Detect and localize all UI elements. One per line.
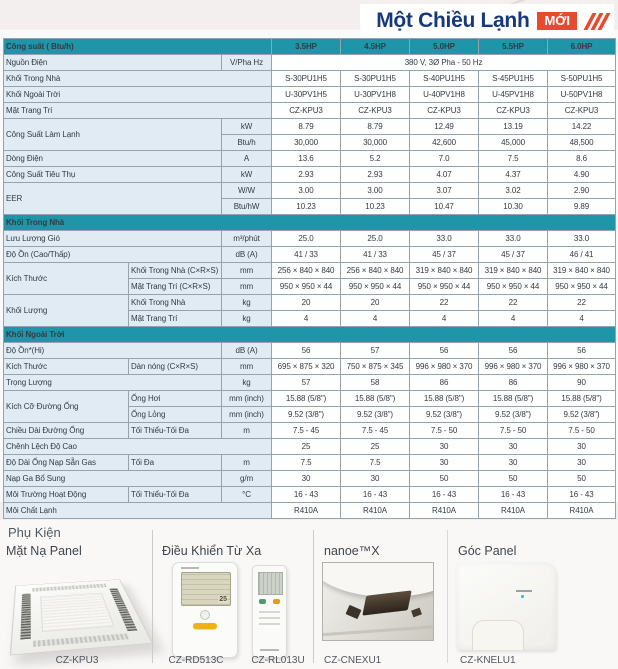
spec-value-cell: 50: [548, 471, 616, 487]
spec-row: [4, 503, 616, 519]
spec-value-cell: 12.49: [410, 119, 479, 135]
spec-row: [4, 263, 616, 279]
spec-value-cell: 950 × 950 × 44: [410, 279, 479, 295]
spec-sub-cell: Ống Hơi: [129, 391, 222, 407]
spec-label-cell: Môi Chất Lạnh: [4, 503, 272, 519]
spec-value-cell: 9.52 (3/8"): [410, 407, 479, 423]
spec-value-cell: CZ-KPU3: [410, 103, 479, 119]
spec-label-cell: Nguồn Điện: [4, 55, 222, 71]
section-bar: Khối Ngoài Trời: [4, 327, 616, 343]
spec-value-cell: 2.93: [272, 167, 341, 183]
spec-value-cell: 30: [548, 439, 616, 455]
spec-label-cell: Độ Ồn*(Hi): [4, 343, 222, 359]
spec-unit-cell: m: [222, 423, 272, 439]
spec-sub-cell: Khối Trong Nhà: [129, 295, 222, 311]
remote-lcd: [258, 572, 283, 595]
spec-value-cell: 10.30: [479, 199, 548, 215]
spec-value-cell: 256 × 840 × 840: [341, 263, 410, 279]
spec-value-cell: 4: [548, 311, 616, 327]
spec-value-cell: 319 × 840 × 840: [548, 263, 616, 279]
spec-row: [4, 295, 616, 311]
spec-value-cell: 4.37: [479, 167, 548, 183]
spec-value-cell: 7.5 - 50: [548, 423, 616, 439]
spec-value-cell: 4.07: [410, 167, 479, 183]
spec-value-cell: 4.90: [548, 167, 616, 183]
spec-value-cell: 996 × 980 × 370: [548, 359, 616, 375]
spec-value-cell: 15.88 (5/8"): [548, 391, 616, 407]
spec-value-cell: R410A: [548, 503, 616, 519]
spec-label-cell: Công Suất Làm Lạnh: [4, 119, 222, 151]
spec-value-cell: 14.22: [548, 119, 616, 135]
spec-value-cell: 48,500: [548, 135, 616, 151]
spec-value-cell: 30: [479, 455, 548, 471]
spec-value-cell: 9.52 (3/8"): [272, 407, 341, 423]
section-bar: Khối Trong Nhà: [4, 215, 616, 231]
spec-value-cell: 7.5 - 50: [410, 423, 479, 439]
spec-unit-cell: kW: [222, 119, 272, 135]
spec-value-cell: S-50PU1H5: [548, 71, 616, 87]
spec-value-cell: 7.5 - 45: [272, 423, 341, 439]
spec-sub-cell: Tối Đa: [129, 455, 222, 471]
divider: [447, 530, 448, 663]
remote-yellow-button: [193, 623, 217, 629]
hp-col-header: 4.5HP: [341, 39, 410, 55]
spec-unit-cell: g/m: [222, 471, 272, 487]
spec-value-cell: 30: [548, 455, 616, 471]
spec-unit-cell: kg: [222, 375, 272, 391]
spec-value-cell: R410A: [479, 503, 548, 519]
spec-value-cell: 7.5 - 50: [479, 423, 548, 439]
spec-value-cell: 50: [479, 471, 548, 487]
spec-unit-cell: kg: [222, 311, 272, 327]
spec-value-cell: 45,000: [479, 135, 548, 151]
capacity-header: Công suất ( Btu/h): [4, 39, 272, 55]
spec-value-cell: 7.5: [272, 455, 341, 471]
spec-value-cell: 16 - 43: [410, 487, 479, 503]
spec-label-cell: Công Suất Tiêu Thụ: [4, 167, 222, 183]
accessory-model: CZ-KNELU1: [460, 655, 516, 666]
spec-row: [4, 487, 616, 503]
accessory-model: CZ-RL013U: [251, 655, 305, 666]
divider: [313, 530, 314, 663]
spec-row: [4, 423, 616, 439]
spec-value-cell: 58: [341, 375, 410, 391]
spec-value-cell: 4: [410, 311, 479, 327]
spec-row: [4, 119, 616, 135]
page-header: [360, 4, 614, 38]
cassette-panel-image: [4, 562, 144, 648]
spec-value-cell: 20: [341, 295, 410, 311]
spec-unit-cell: W/W: [222, 183, 272, 199]
spec-value-cell: 7.5: [479, 151, 548, 167]
spec-value-cell: 25: [272, 439, 341, 455]
spec-row: [4, 231, 616, 247]
spec-value-cell: R410A: [410, 503, 479, 519]
spec-value-cell: 22: [410, 295, 479, 311]
spec-value-cell: 3.00: [272, 183, 341, 199]
spec-value-cell: 15.88 (5/8"): [410, 391, 479, 407]
spec-value-cell: 30: [341, 471, 410, 487]
spec-value-cell: 2.93: [341, 167, 410, 183]
remote-orange-button: [273, 599, 280, 604]
spec-header-row: [4, 39, 616, 55]
spec-value-cell: S-45PU1H5: [479, 71, 548, 87]
spec-label-cell: Kích Cỡ Đường Ống: [4, 391, 129, 423]
spec-value-cell: 4: [341, 311, 410, 327]
spec-value-cell: 86: [479, 375, 548, 391]
hp-col-header: 5.5HP: [479, 39, 548, 55]
spec-value-cell: 319 × 840 × 840: [410, 263, 479, 279]
spec-value-cell: 22: [479, 295, 548, 311]
spec-value-cell: 15.88 (5/8"): [479, 391, 548, 407]
spec-value-cell: 7.5: [341, 455, 410, 471]
spec-value-cell: 950 × 950 × 44: [479, 279, 548, 295]
accessory-model: CZ-RD513C: [168, 655, 224, 666]
spec-label-cell: Trọng Lượng: [4, 375, 222, 391]
spec-unit-cell: m: [222, 455, 272, 471]
spec-value-cell: 7.5 - 45: [341, 423, 410, 439]
accessory-group-remotes: [160, 544, 310, 666]
spec-value-cell: 10.23: [341, 199, 410, 215]
accessory-group-nanoe: [322, 544, 444, 666]
spec-label-cell: Lưu Lượng Gió: [4, 231, 222, 247]
spec-value-cell: 695 × 875 × 320: [272, 359, 341, 375]
spec-unit-cell: A: [222, 151, 272, 167]
spec-label-cell: Khối Lượng: [4, 295, 129, 327]
spec-value-cell: 5.2: [341, 151, 410, 167]
spec-label-cell: Kích Thước: [4, 263, 129, 295]
spec-value-cell: CZ-KPU3: [479, 103, 548, 119]
spec-value-cell: 13.19: [479, 119, 548, 135]
section-bar-row: [4, 327, 616, 343]
spec-value-cell: U-30PV1H8: [341, 87, 410, 103]
wireless-remote-image: [252, 565, 287, 658]
spec-value-cell: 25.0: [341, 231, 410, 247]
spec-value-cell: 25.0: [272, 231, 341, 247]
spec-row: [4, 375, 616, 391]
spec-value-cell: 8.79: [272, 119, 341, 135]
spec-row: [4, 167, 616, 183]
spec-row: [4, 343, 616, 359]
spec-label-cell: Khối Trong Nhà: [4, 71, 272, 87]
hp-col-header: 6.0HP: [548, 39, 616, 55]
spec-value-cell: 3.02: [479, 183, 548, 199]
spec-value-cell: 86: [410, 375, 479, 391]
accessories-title: Phụ Kiện: [8, 525, 61, 540]
spec-value-cell: 950 × 950 × 44: [272, 279, 341, 295]
spec-unit-cell: Btu/h: [222, 135, 272, 151]
spec-row: [4, 247, 616, 263]
spec-sub-cell: Tối Thiểu-Tối Đa: [129, 487, 222, 503]
spec-value-cell: 15.88 (5/8"): [272, 391, 341, 407]
stripes-icon: [585, 13, 606, 30]
spec-unit-cell: mm: [222, 359, 272, 375]
spec-value-cell: CZ-KPU3: [272, 103, 341, 119]
spec-row: [4, 439, 616, 455]
spec-value-cell: 996 × 980 × 370: [410, 359, 479, 375]
spec-label-cell: Chiều Dài Đường Ống: [4, 423, 129, 439]
spec-unit-cell: V/Pha Hz: [222, 55, 272, 71]
spec-value-cell: 45 / 37: [479, 247, 548, 263]
remote-lcd: [181, 572, 231, 606]
spec-value-cell: 30: [410, 455, 479, 471]
spec-label-cell: Chênh Lệch Độ Cao: [4, 439, 272, 455]
spec-value-cell: 4: [479, 311, 548, 327]
spec-value-cell: 46 / 41: [548, 247, 616, 263]
spec-label-cell: Khối Ngoài Trời: [4, 87, 272, 103]
accessory-title: Mặt Nạ Panel: [6, 544, 82, 558]
nanoe-unit-image: [322, 562, 434, 641]
accessory-title: nanoe™X: [324, 544, 380, 558]
spec-value-cell: 16 - 43: [479, 487, 548, 503]
spec-label-cell: Kích Thước: [4, 359, 129, 375]
spec-label-cell: Độ Ồn (Cao/Thấp): [4, 247, 222, 263]
spec-value-cell: R410A: [272, 503, 341, 519]
spec-value-cell: 57: [341, 343, 410, 359]
spec-value-cell: U-50PV1H8: [548, 87, 616, 103]
spec-value-cell: U-40PV1H8: [410, 87, 479, 103]
spec-value-cell: 950 × 950 × 44: [341, 279, 410, 295]
spec-value-cell: 33.0: [479, 231, 548, 247]
spec-unit-cell: m³/phút: [222, 231, 272, 247]
spec-value-cell: 30,000: [341, 135, 410, 151]
spec-value-cell: 10.23: [272, 199, 341, 215]
brand-mark: [181, 567, 199, 569]
spec-table: [3, 38, 616, 519]
spec-value-cell: 56: [410, 343, 479, 359]
remote-green-button: [259, 599, 266, 604]
spec-value-cell: 9.89: [548, 199, 616, 215]
spec-label-cell: EER: [4, 183, 222, 215]
spec-value-cell: 33.0: [548, 231, 616, 247]
spec-row: [4, 55, 616, 71]
accessories-section: [0, 520, 618, 669]
spec-value-cell: 41 / 33: [341, 247, 410, 263]
spec-value-cell: 9.52 (3/8"): [479, 407, 548, 423]
spec-row: [4, 87, 616, 103]
spec-value-cell: 56: [548, 343, 616, 359]
spec-label-cell: Nạp Ga Bổ Sung: [4, 471, 222, 487]
divider: [152, 530, 153, 663]
spec-label-cell: Độ Dài Ống Nạp Sẵn Gas: [4, 455, 129, 471]
section-bar-row: [4, 215, 616, 231]
spec-unit-cell: °C: [222, 487, 272, 503]
spec-value-cell: R410A: [341, 503, 410, 519]
spec-value-cell: 9.52 (3/8"): [548, 407, 616, 423]
spec-unit-cell: mm (inch): [222, 391, 272, 407]
spec-value-cell: 15.88 (5/8"): [341, 391, 410, 407]
spec-value-cell: S-40PU1H5: [410, 71, 479, 87]
spec-unit-cell: dB (A): [222, 247, 272, 263]
spec-value-cell: 950 × 950 × 44: [548, 279, 616, 295]
spec-value-cell: 33.0: [410, 231, 479, 247]
spec-value-cell: 10.47: [410, 199, 479, 215]
spec-value-cell: 7.0: [410, 151, 479, 167]
remote-buttons: [259, 609, 280, 625]
remote-lcd-temp: 25: [219, 596, 227, 603]
spec-label-cell: Dòng Điện: [4, 151, 222, 167]
remote-round-button: [200, 610, 210, 620]
spec-value-cell: S-30PU1H5: [341, 71, 410, 87]
spec-unit-cell: kg: [222, 295, 272, 311]
spec-value-cell: 57: [272, 375, 341, 391]
spec-row: [4, 471, 616, 487]
spec-value-cell: 90: [548, 375, 616, 391]
spec-value-cell: CZ-KPU3: [341, 103, 410, 119]
accessory-model: CZ-CNEXU1: [324, 655, 382, 666]
spec-value-cell: 13.6: [272, 151, 341, 167]
spec-value-cell: 45 / 37: [410, 247, 479, 263]
spec-value-cell: 22: [548, 295, 616, 311]
spec-value-cell: 16 - 43: [341, 487, 410, 503]
spec-value-cell: 56: [479, 343, 548, 359]
brand-mark: [260, 649, 279, 651]
spec-row: [4, 391, 616, 407]
spec-value-cell: 16 - 43: [272, 487, 341, 503]
accessory-group-panel: [4, 544, 150, 666]
spec-value-cell: 50: [410, 471, 479, 487]
spec-row: [4, 71, 616, 87]
spec-value-cell: 42,600: [410, 135, 479, 151]
spec-value-cell: 30: [272, 471, 341, 487]
spec-value-cell: 8.6: [548, 151, 616, 167]
spec-sub-cell: Tối Thiểu-Tối Đa: [129, 423, 222, 439]
spec-row: [4, 151, 616, 167]
spec-row: [4, 455, 616, 471]
spec-value-cell: 996 × 980 × 370: [479, 359, 548, 375]
spec-sub-cell: Ống Lỏng: [129, 407, 222, 423]
spec-sub-cell: Mặt Trang Trí: [129, 311, 222, 327]
spec-span-cell: 380 V, 3Ø Pha - 50 Hz: [272, 55, 616, 71]
spec-unit-cell: mm (inch): [222, 407, 272, 423]
spec-sub-cell: Mặt Trang Trí (C×R×S): [129, 279, 222, 295]
spec-value-cell: 319 × 840 × 840: [479, 263, 548, 279]
spec-value-cell: 256 × 840 × 840: [272, 263, 341, 279]
spec-row: [4, 183, 616, 199]
accessory-model: CZ-KPU3: [55, 655, 99, 666]
accessory-group-corner-panel: [456, 544, 570, 666]
spec-value-cell: U-45PV1H8: [479, 87, 548, 103]
spec-value-cell: 30: [410, 439, 479, 455]
page-title: Một Chiều Lạnh: [376, 9, 530, 32]
spec-value-cell: U-30PV1H5: [272, 87, 341, 103]
spec-label-cell: Mặt Trang Trí: [4, 103, 272, 119]
spec-unit-cell: Btu/hW: [222, 199, 272, 215]
spec-value-cell: 4: [272, 311, 341, 327]
spec-row: [4, 359, 616, 375]
spec-value-cell: 3.00: [341, 183, 410, 199]
corner-panel-image: [456, 562, 556, 650]
spec-value-cell: 3.07: [410, 183, 479, 199]
spec-unit-cell: mm: [222, 263, 272, 279]
spec-label-cell: Môi Trường Hoạt Động: [4, 487, 129, 503]
spec-value-cell: CZ-KPU3: [548, 103, 616, 119]
spec-value-cell: 41 / 33: [272, 247, 341, 263]
spec-value-cell: 30: [479, 439, 548, 455]
spec-value-cell: 8.79: [341, 119, 410, 135]
spec-unit-cell: mm: [222, 279, 272, 295]
spec-value-cell: 750 × 875 × 345: [341, 359, 410, 375]
new-badge: MỚI: [537, 12, 577, 30]
hp-col-header: 3.5HP: [272, 39, 341, 55]
accessory-title: Điều Khiển Từ Xa: [162, 544, 262, 558]
spec-value-cell: 20: [272, 295, 341, 311]
spec-value-cell: 25: [341, 439, 410, 455]
wired-remote-image: [172, 562, 238, 658]
spec-value-cell: 9.52 (3/8"): [341, 407, 410, 423]
spec-unit-cell: kW: [222, 167, 272, 183]
hp-col-header: 5.0HP: [410, 39, 479, 55]
spec-value-cell: 2.90: [548, 183, 616, 199]
spec-sub-cell: Dàn nóng (C×R×S): [129, 359, 222, 375]
spec-unit-cell: dB (A): [222, 343, 272, 359]
spec-value-cell: 16 - 43: [548, 487, 616, 503]
spec-value-cell: 30,000: [272, 135, 341, 151]
accessory-title: Góc Panel: [458, 544, 517, 558]
spec-value-cell: 56: [272, 343, 341, 359]
spec-value-cell: S-30PU1H5: [272, 71, 341, 87]
spec-sub-cell: Khối Trong Nhà (C×R×S): [129, 263, 222, 279]
spec-row: [4, 103, 616, 119]
